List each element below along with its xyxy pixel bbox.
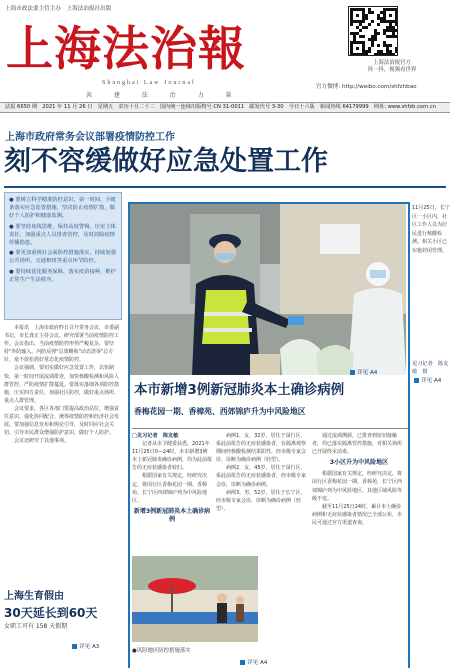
article-paragraph: 根据国家有关规定，经研究决定，将闵行区香梅花园一期、香樟苑、长宁区西郊锦庐列为中风险地区。 [132,473,208,504]
qr-module [389,44,392,47]
qr-module [389,14,392,17]
qr-module [377,23,380,26]
qr-module [359,29,362,32]
article-paragraph: 病例1，女，32岁，居住于闵行区，系此前报告的无症状感染者，在隔离观察期间经核酸检测结果阳性，经市级专家会诊，诊断为确诊病例（轻型）。 [216,433,307,464]
photo-credit: 见习记者 陈友敏 摄 [412,361,449,375]
qr-module [395,35,398,38]
masthead [6,12,306,98]
summary-point: ● 要坚持底线思维，保持高度警惕，压实主体责任，加强重点人员排查管控，及时消除疫情传播隐患。 [9,223,116,247]
qr-module [365,26,368,29]
maternity-leave-teaser[interactable] [4,590,124,668]
article-paragraph: 截至11月25日24时，累计本土确诊病例和无症状感染者情况已全部公布，市民可通过官方渠道查询。 [312,503,403,526]
qr-module [350,23,353,26]
qr-module [356,47,359,50]
qr-caption-line2: 抖一抖，视频看世界 [367,67,417,73]
qr-module [365,17,368,20]
weibo-link[interactable]: 官方微博: http://weibo.com/shfzhbao [316,84,417,90]
publisher-line: 上海市政法委主管主办 上海法治报社出版 [5,6,112,12]
sub-story-column-1 [132,432,212,554]
qr-module [371,44,374,47]
page-ref-icon [240,660,245,665]
right-page-ref[interactable] [414,376,441,384]
article-paragraph: 病例2，女，45岁，居住于闵行区，系此前报告的无症状感染者，经市级专家会诊，诊断为确诊病例。 [216,465,307,488]
photo-page-ref[interactable] [350,368,377,376]
lead-kicker: 上海市政府常务会议部署疫情防控工作 [5,132,175,143]
sub-story-deck: 香梅花园一期、香樟苑、西郊锦庐升为中风险地区 [134,407,306,416]
section-subhead: 新增3例新冠肺炎本土确诊病例 [133,507,211,523]
teaser-title: 30天延长到60天 [4,606,98,620]
summary-point: ● 要树立科学精准防控意识，第一时间、全链条落实应急处置措施，坚决防止疫情扩散，做好个人防护和健康监测。 [9,197,116,220]
teaser-page-ref[interactable] [72,642,99,650]
qr-module [392,53,395,56]
article-paragraph: 通过流调溯源，已排查到密切接触者，均已落实隔离管控措施，对相关场所已开展终末消毒。 [312,433,403,456]
photo-caption-text: 11月25日，长宁区一小区内，社区工作人员为居民进行核酸检测。相关小区已实施封闭管理。 [412,205,450,254]
sub-photo-page-ref-label: 详见 A4 [247,660,268,666]
lead-headline[interactable]: 刻不容缓做好应急处置工作 [4,146,328,177]
qr-module [368,50,371,53]
page-ref-icon [414,378,419,383]
qr-module [377,44,380,47]
article-paragraph: 会议强调，要切实做好应急处置工作，以快制快，第一时间开展流调排查，加快核酸检测和风险人群管控，严防疫情扩散蔓延。要落实落细各项防控措施，压实四方责任，加强社区防控，做好重点场所、重点人群管理。 [4,365,120,404]
page-ref-icon [350,370,355,375]
qr-module [362,20,365,23]
masthead-slogan: 共 建 法 治 力 量 [86,92,242,99]
photo-caption-column [412,204,450,358]
sub-photo-illustration [132,556,258,642]
lead-article-body [4,324,122,584]
qr-module [368,23,371,26]
sub-story-photo[interactable] [132,556,258,642]
article-paragraph: 会议要求，各区各部门要提高政治站位，增强责任意识，强化协同配合，统筹疫情防控和经济社会发展。要加强信息发布和舆论引导，及时回应社会关切，引导市民群众增强防护意识，做好个人防护。 [4,405,120,437]
headline-divider [4,186,446,188]
teaser-page-ref-label: 详见 A3 [79,644,100,650]
lead-photo[interactable] [130,204,406,375]
masthead-title: 上海法治報 [6,22,246,77]
qr-module [374,38,377,41]
qr-caption [336,60,448,74]
article-paragraph: 根据国家有关规定，经研究决定，将闵行区香梅花园一期、香樟苑，长宁区西郊锦庐列为中风险地区，其他区域风险等级不变。 [312,471,403,502]
teaser-kicker: 上海生育假由 [4,591,64,602]
article-paragraph: 记者从市卫健委获悉，2021年11月25日0—24时，本市新增3例本土新冠肺炎确诊病例，均为此前报告的无症状感染者转归。 [132,441,212,472]
qr-module [371,20,374,23]
article-paragraph: 本报讯 上海市政府昨日召开常务会议，市委副书记、市长龚正主持会议，研究部署当前疫情防控工作。会议指出，当前疫情防控形势严峻复杂，要坚持"外防输入、内防反弹"总策略和"动态清零"总方针，毫不放松抓好常态化疫情防控。 [4,325,120,364]
teaser-subtitle: 女职工可有 158 天假期 [4,623,68,630]
sub-photo-page-ref[interactable] [240,658,267,666]
issue-info-bar: 法报 6650 期 2021 年 11 月 26 日 星期五 农历十月二十二 国内统一连续出版物号 CN 31-0011 邮发代号 3-30 今日十六版 新闻热线 64179999 网址: www.shfzb.com.cn [0,102,450,113]
qr-module [377,32,380,35]
summary-point: ● 要持续优化服务保障，落实疫苗接种，维护正常生产生活秩序。 [9,268,116,283]
photo-page-ref-label: 详见 A4 [357,370,378,376]
summary-point: ● 要更加重视社会面防控措施落实，持续加强公共场所、交通枢纽等重点环节防控。 [9,250,116,265]
qr-module [395,50,398,53]
sub-photo-caption: ●风险地区防控措施落实 [132,648,191,654]
masthead-english: Shanghai Law Journal [102,80,196,86]
sub-story-column-3 [312,432,406,662]
right-page-ref-label: 详见 A4 [421,378,442,384]
qr-code-icon[interactable] [348,6,398,56]
article-paragraph: 病例3，男，52岁，居住于长宁区，经市级专家会诊，诊断为确诊病例（轻型）。 [216,489,306,512]
lead-photo-illustration [130,204,406,375]
section-subhead: 3小区升为中风险地区 [329,459,389,467]
qr-module [395,29,398,32]
summary-box [4,192,122,320]
article-paragraph: 会议还研究了其他事项。 [14,438,70,445]
page-ref-icon [72,644,77,649]
qr-module [395,23,398,26]
qr-module [365,53,368,56]
sub-story-divider [132,428,408,429]
qr-module [371,11,374,14]
sub-story-byline: □见习记者 陈友敏 [132,433,179,439]
qr-module [356,14,359,17]
sub-story-headline[interactable]: 本市新增3例新冠肺炎本土确诊病例 [134,383,345,398]
qr-caption-line1: 上海法治报官方 [373,60,411,66]
qr-module [362,35,365,38]
